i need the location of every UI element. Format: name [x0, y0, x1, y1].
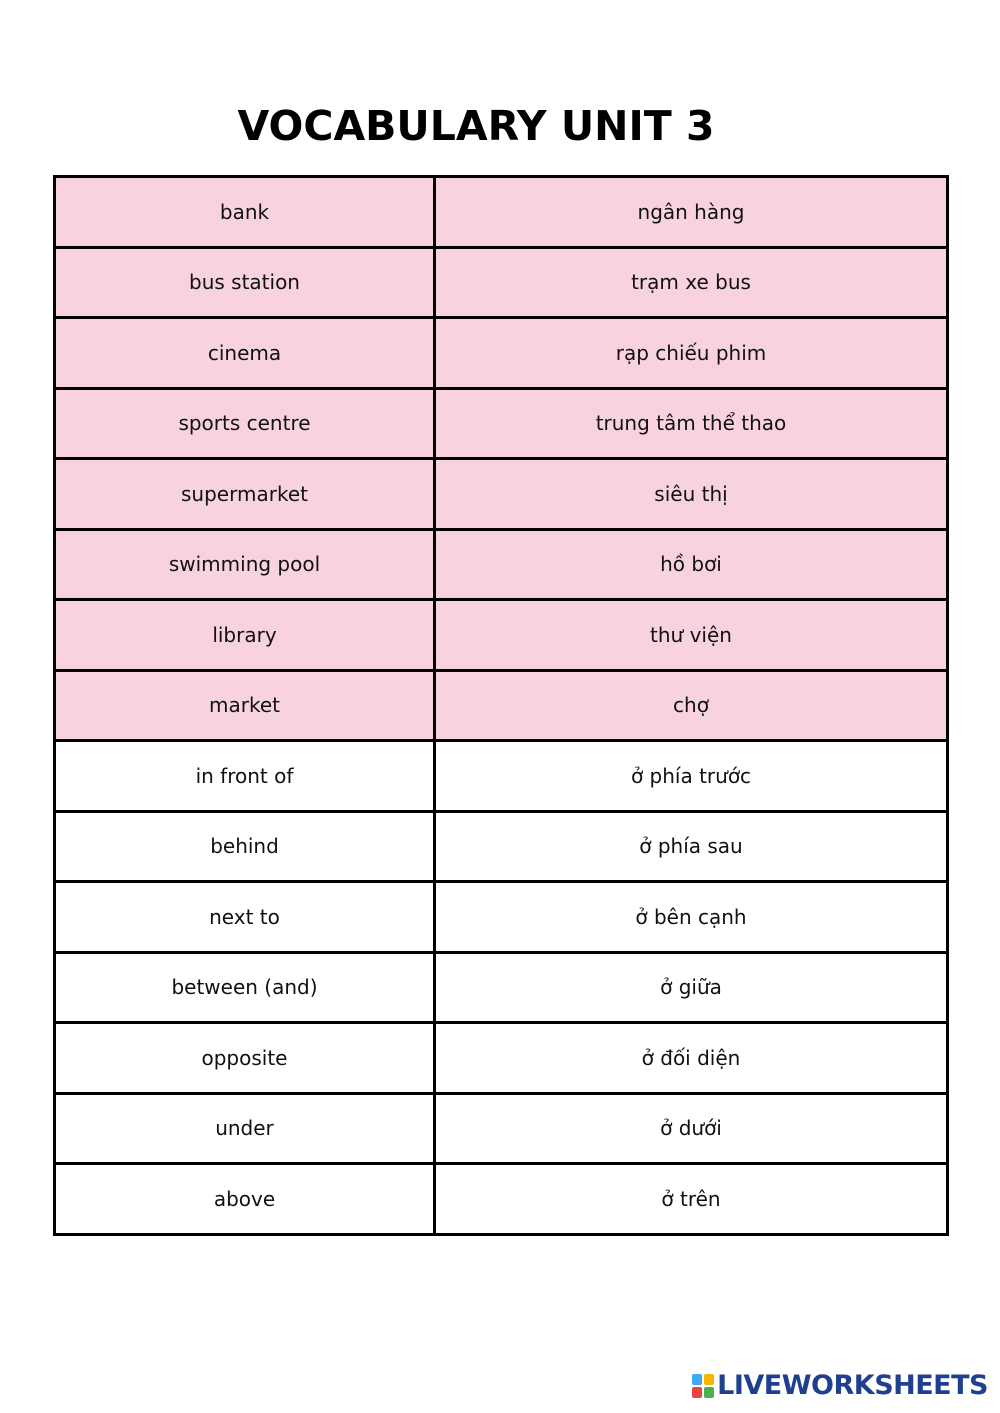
table-row — [55, 388, 948, 459]
english-word-cell: swimming pool — [55, 529, 435, 600]
english-word-cell: above — [55, 1164, 435, 1235]
vietnamese-meaning-cell: trung tâm thể thao — [435, 388, 948, 459]
english-word-cell: supermarket — [55, 459, 435, 530]
table-row — [55, 247, 948, 318]
english-word-cell: cinema — [55, 318, 435, 389]
vietnamese-meaning-cell: siêu thị — [435, 459, 948, 530]
english-word-cell: behind — [55, 811, 435, 882]
table-row — [55, 177, 948, 248]
vietnamese-meaning-cell: trạm xe bus — [435, 247, 948, 318]
english-word-cell: sports centre — [55, 388, 435, 459]
vietnamese-meaning-cell: thư viện — [435, 600, 948, 671]
english-word-cell: under — [55, 1093, 435, 1164]
logo-mark-square — [704, 1374, 714, 1385]
vietnamese-meaning-cell: rạp chiếu phim — [435, 318, 948, 389]
table-row — [55, 1093, 948, 1164]
table-row — [55, 811, 948, 882]
vietnamese-meaning-cell: ở trên — [435, 1164, 948, 1235]
english-word-cell: library — [55, 600, 435, 671]
logo-mark-square — [692, 1374, 702, 1385]
english-word-cell: bank — [55, 177, 435, 248]
english-word-cell: opposite — [55, 1023, 435, 1094]
liveworksheets-logo-icon — [692, 1374, 714, 1398]
english-word-cell: next to — [55, 882, 435, 953]
vietnamese-meaning-cell: ngân hàng — [435, 177, 948, 248]
vietnamese-meaning-cell: ở dưới — [435, 1093, 948, 1164]
table-row — [55, 318, 948, 389]
table-row — [55, 952, 948, 1023]
vietnamese-meaning-cell: chợ — [435, 670, 948, 741]
english-word-cell: bus station — [55, 247, 435, 318]
table-row — [55, 1164, 948, 1235]
liveworksheets-logo — [692, 1369, 988, 1403]
table-row — [55, 600, 948, 671]
table-row — [55, 459, 948, 530]
page-title: VOCABULARY UNIT 3 — [237, 102, 715, 150]
vietnamese-meaning-cell: ở phía sau — [435, 811, 948, 882]
table-row — [55, 882, 948, 953]
english-word-cell: between (and) — [55, 952, 435, 1023]
vocabulary-table-body — [55, 177, 948, 1235]
vietnamese-meaning-cell: ở đối diện — [435, 1023, 948, 1094]
logo-mark-square — [704, 1387, 714, 1398]
table-row — [55, 741, 948, 812]
logo-mark-square — [692, 1387, 702, 1398]
english-word-cell: in front of — [55, 741, 435, 812]
table-row — [55, 529, 948, 600]
logo-text: LIVEWORKSHEETS — [717, 1370, 988, 1401]
vietnamese-meaning-cell: ở giữa — [435, 952, 948, 1023]
vietnamese-meaning-cell: ở phía trước — [435, 741, 948, 812]
vietnamese-meaning-cell: ở bên cạnh — [435, 882, 948, 953]
table-row — [55, 670, 948, 741]
english-word-cell: market — [55, 670, 435, 741]
vietnamese-meaning-cell: hồ bơi — [435, 529, 948, 600]
table-row — [55, 1023, 948, 1094]
vocabulary-table — [53, 175, 949, 1236]
